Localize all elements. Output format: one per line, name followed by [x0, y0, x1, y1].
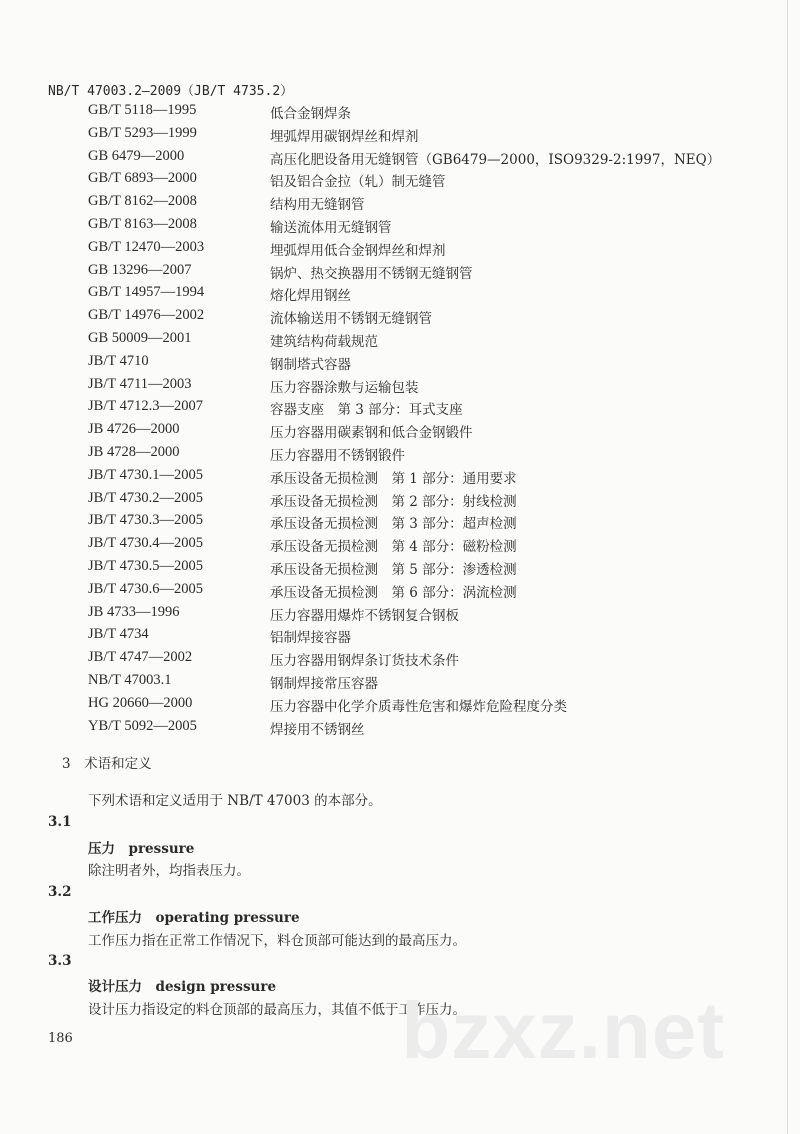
- reference-code: GB/T 12470—2003: [88, 238, 205, 255]
- reference-title: 低合金钢焊条: [270, 106, 351, 122]
- reference-row: [0, 398, 800, 420]
- term-definition: 设计压力指设定的料仓顶部的最高压力，其值不低于工作压力。: [88, 1002, 466, 1018]
- reference-code: GB/T 14976—2002: [88, 307, 205, 324]
- reference-code: JB/T 4730.6—2005: [88, 580, 203, 597]
- reference-row: [0, 512, 800, 534]
- reference-row: [0, 467, 800, 489]
- reference-row: [0, 170, 800, 192]
- reference-row: [0, 284, 800, 306]
- reference-row: [0, 353, 800, 375]
- section-heading: 3 术语和定义: [62, 756, 152, 772]
- reference-code: JB/T 4734: [88, 626, 149, 643]
- reference-row: [0, 125, 800, 147]
- reference-code: JB/T 4730.2—2005: [88, 489, 203, 506]
- reference-code: JB/T 4730.5—2005: [88, 558, 203, 574]
- reference-code: JB 4728—2000: [88, 444, 180, 460]
- reference-title: 流体输送用不锈钢无缝钢管: [270, 311, 432, 328]
- reference-title: 铝及铝合金拉（轧）制无缝管: [270, 174, 446, 191]
- reference-title: 建筑结构荷载规范: [270, 334, 378, 350]
- term-name: 工作压力 operating pressure: [88, 910, 300, 926]
- reference-code: JB 4733—1996: [88, 603, 180, 620]
- reference-title: 压力容器用钢焊条订货技术条件: [270, 653, 459, 670]
- reference-row: [0, 330, 800, 352]
- reference-title: 承压设备无损检测 第 2 部分：射线检测: [270, 493, 517, 510]
- reference-title: 埋弧焊用碳钢焊丝和焊剂: [270, 128, 419, 145]
- reference-row: [0, 148, 800, 170]
- reference-code: JB/T 4711—2003: [88, 375, 192, 392]
- term-number: 3.1: [48, 814, 72, 830]
- reference-row: [0, 558, 800, 580]
- page-number: 186: [48, 1031, 73, 1046]
- reference-row: [0, 649, 800, 671]
- reference-row: [0, 239, 800, 261]
- reference-code: GB/T 5118—1995: [88, 102, 197, 118]
- reference-code: GB/T 5293—1999: [88, 124, 197, 141]
- reference-title: 压力容器用不锈钢锻件: [270, 448, 405, 464]
- reference-code: GB/T 14957—1994: [88, 284, 205, 301]
- reference-code: GB 6479—2000: [88, 147, 185, 164]
- reference-title: 承压设备无损检测 第 3 部分：超声检测: [270, 516, 517, 533]
- reference-title: 容器支座 第 3 部分：耳式支座: [270, 402, 463, 419]
- section-intro: 下列术语和定义适用于 NB/T 47003 的本部分。: [88, 793, 382, 809]
- reference-code: JB/T 4730.1—2005: [88, 466, 203, 483]
- reference-code: JB/T 4712.3—2007: [88, 398, 203, 415]
- reference-code: JB/T 4747—2002: [88, 649, 193, 666]
- term-name: 设计压力 design pressure: [88, 979, 277, 995]
- reference-title: 输送流体用无缝钢管: [270, 220, 392, 236]
- reference-title: 埋弧焊用低合金钢焊丝和焊剂: [270, 242, 446, 259]
- reference-title: 承压设备无损检测 第 5 部分：渗透检测: [270, 562, 517, 578]
- reference-title: 压力容器涂敷与运输包装: [270, 379, 419, 396]
- reference-title: 焊接用不锈钢丝: [270, 721, 365, 738]
- reference-row: [0, 193, 800, 215]
- reference-code: GB/T 6893—2000: [88, 170, 197, 187]
- reference-title: 压力容器中化学介质毒性危害和爆炸危险程度分类: [270, 698, 567, 715]
- reference-title: 铝制焊接容器: [270, 630, 351, 647]
- reference-title: 承压设备无损检测 第 1 部分：通用要求: [270, 470, 517, 487]
- reference-row: [0, 102, 800, 124]
- reference-code: GB/T 8162—2008: [88, 193, 197, 210]
- reference-row: [0, 307, 800, 329]
- reference-row: [0, 216, 800, 238]
- reference-code: YB/T 5092—2005: [88, 717, 197, 734]
- reference-title: 钢制焊接常压容器: [270, 676, 378, 692]
- reference-row: [0, 581, 800, 603]
- reference-title: 钢制塔式容器: [270, 356, 351, 373]
- reference-row: [0, 444, 800, 466]
- reference-row: [0, 535, 800, 557]
- reference-row: [0, 695, 800, 717]
- reference-title: 压力容器用爆炸不锈钢复合钢板: [270, 607, 459, 624]
- reference-code: JB/T 4730.3—2005: [88, 512, 203, 529]
- reference-code: GB 50009—2001: [88, 330, 192, 346]
- reference-title: 锅炉、热交换器用不锈钢无缝钢管: [270, 265, 473, 282]
- term-definition: 工作压力指在正常工作情况下，料仓顶部可能达到的最高压力。: [88, 933, 466, 949]
- reference-code: NB/T 47003.1: [88, 672, 172, 688]
- reference-code: JB/T 4710: [88, 352, 149, 369]
- reference-title: 熔化焊用钢丝: [270, 288, 351, 305]
- reference-code: GB 13296—2007: [88, 261, 192, 278]
- reference-title: 承压设备无损检测 第 6 部分：涡流检测: [270, 584, 517, 601]
- reference-title: 压力容器用碳素钢和低合金钢锻件: [270, 425, 473, 442]
- term-number: 3.3: [48, 953, 72, 969]
- reference-row: [0, 421, 800, 443]
- watermark: bzxz.net: [401, 986, 725, 1075]
- reference-row: [0, 626, 800, 648]
- reference-code: HG 20660—2000: [88, 694, 193, 711]
- page-header: NB/T 47003.2—2009（JB/T 4735.2）: [48, 84, 294, 99]
- reference-title: 高压化肥设备用无缝钢管（GB6479—2000，ISO9329-2:1997，NEQ）: [270, 151, 721, 168]
- reference-row: [0, 490, 800, 512]
- reference-code: GB/T 8163—2008: [88, 216, 197, 232]
- reference-title: 结构用无缝钢管: [270, 197, 365, 214]
- reference-row: [0, 262, 800, 284]
- reference-code: JB/T 4730.4—2005: [88, 535, 203, 552]
- reference-row: [0, 672, 800, 694]
- reference-title: 承压设备无损检测 第 4 部分：磁粉检测: [270, 539, 517, 556]
- reference-row: [0, 376, 800, 398]
- reference-row: [0, 718, 800, 740]
- term-definition: 除注明者外，均指表压力。: [88, 863, 250, 879]
- reference-code: JB 4726—2000: [88, 421, 180, 438]
- reference-row: [0, 604, 800, 626]
- term-number: 3.2: [48, 884, 72, 900]
- term-name: 压力 pressure: [88, 841, 195, 857]
